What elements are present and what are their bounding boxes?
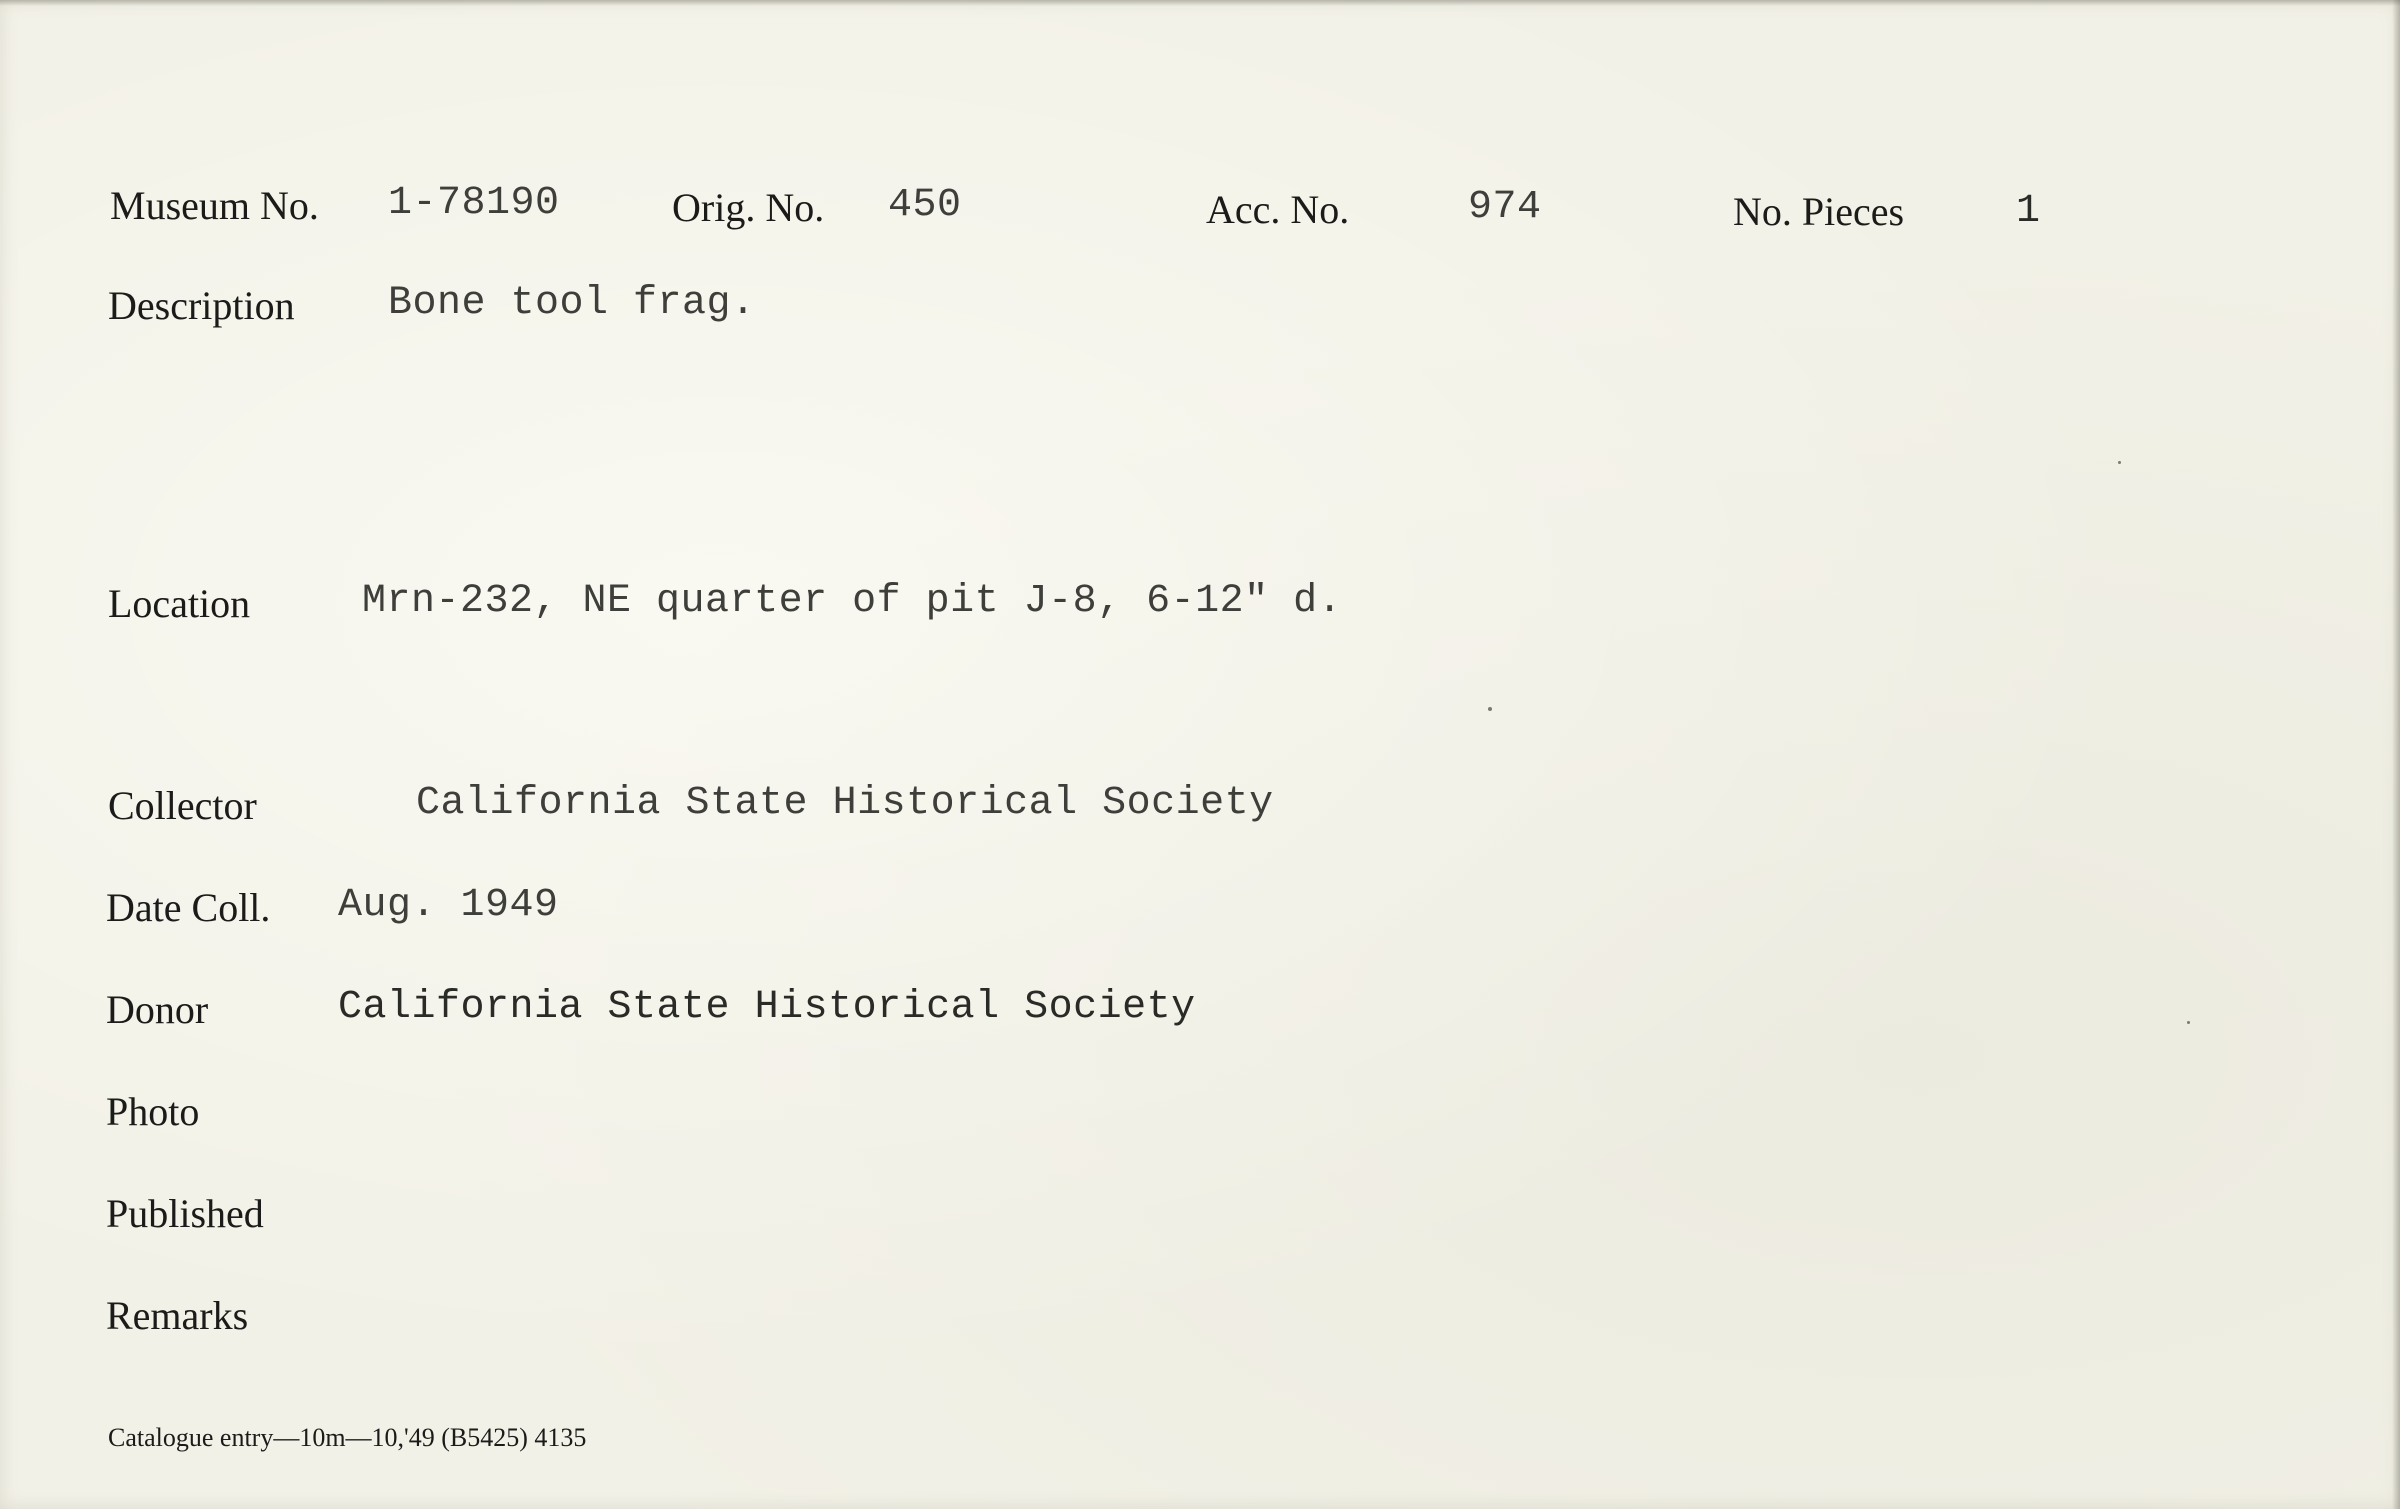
paper-speck (2187, 1021, 2190, 1024)
museum-no-value: 1-78190 (388, 181, 560, 226)
acc-no-value: 974 (1468, 185, 1542, 230)
catalogue-entry-footer: Catalogue entry—10m—10,'49 (B5425) 4135 (108, 1423, 587, 1452)
donor-value: California State Historical Society (338, 985, 1196, 1030)
remarks-label: Remarks (106, 1293, 249, 1338)
donor-label: Donor (106, 987, 209, 1032)
collector-value: California State Historical Society (416, 781, 1274, 826)
no-pieces-value: 1 (2016, 189, 2041, 234)
description-value: Bone tool frag. (388, 281, 756, 326)
date-coll-label: Date Coll. (106, 885, 271, 930)
museum-no-label: Museum No. (110, 183, 319, 228)
acc-no-label: Acc. No. (1206, 187, 1350, 232)
orig-no-label: Orig. No. (672, 185, 825, 230)
photo-label: Photo (106, 1089, 200, 1134)
orig-no-value: 450 (888, 183, 962, 228)
paper-speck (2118, 461, 2121, 464)
published-label: Published (106, 1191, 264, 1236)
location-label: Location (108, 581, 251, 626)
collector-label: Collector (108, 783, 257, 828)
no-pieces-label: No. Pieces (1733, 189, 1905, 234)
date-coll-value: Aug. 1949 (338, 883, 559, 928)
description-label: Description (108, 283, 295, 328)
paper-speck (1488, 707, 1492, 711)
location-value: Mrn-232, NE quarter of pit J-8, 6-12" d. (362, 579, 1343, 624)
